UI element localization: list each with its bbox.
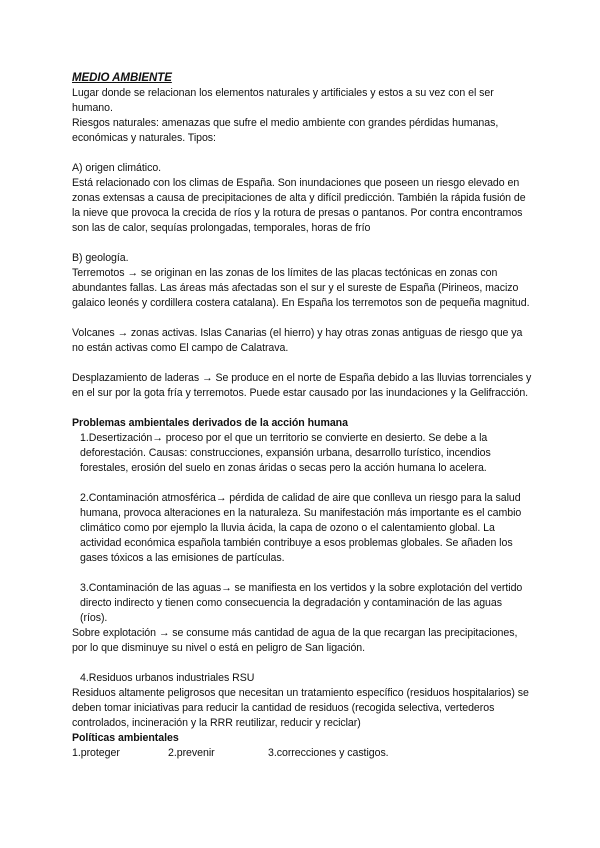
- section-b-title: B) geología.: [72, 252, 129, 264]
- residuos-title: 4.Residuos urbanos industriales RSU: [80, 672, 255, 684]
- intro-paragraph: Lugar donde se relacionan los elementos naturales y artificiales y estos a su vez con el ser humano.: [72, 87, 494, 114]
- politica-item: 2.prevenir: [168, 747, 215, 759]
- problemas-heading: Problemas ambientales derivados de la acción humana: [72, 417, 348, 429]
- sobre-explotacion-paragraph: Sobre explotación → se consume más cantidad de agua de la que recargan las precipitaciones, por lo que disminuye su nivel o está en peligro de San ligación.: [72, 627, 518, 654]
- desertizacion-paragraph: 1.Desertización→ proceso por el que un territorio se convierte en desierto. Se debe a la deforestación. Causas: construcciones, expansión urbana, desarrollo turístico, incendios forestales, erosión del suelo en zonas áridas o secas pero la acción humana lo acelera.: [80, 432, 491, 474]
- politicas-list: [72, 746, 532, 761]
- document-title: MEDIO AMBIENTE: [72, 72, 172, 84]
- laderas-paragraph: Desplazamiento de laderas → Se produce en el norte de España debido a las lluvias torrenciales y en el sur por la gota fría y terremotos. Puede estar causado por las inundaciones y la Gelifracción.: [72, 372, 532, 399]
- politica-item: 3.correcciones y castigos.: [268, 747, 389, 759]
- residuos-paragraph: Residuos altamente peligrosos que necesitan un tratamiento específico (residuos hospitalarios) se deben tomar iniciativas para reducir la cantidad de residuos (recogida selectiva, vertederos controlados, incineración y la RRR reutilizar, reducir y reciclar): [72, 687, 529, 729]
- volcanes-paragraph: Volcanes → zonas activas. Islas Canarias (el hierro) y hay otras zonas antiguas de riesgo que ya no están activas como El campo de Calatrava.: [72, 327, 523, 354]
- terremotos-paragraph: Terremotos → se originan en las zonas de los límites de las placas tectónicas en zonas con abundantes fallas. Las áreas más afectadas son el sur y el sureste de España (Pirineos, macizo galaico leonés y cordillera costera catalana). En España los terremotos son de pequeña magnitud.: [72, 267, 530, 309]
- politicas-heading: Políticas ambientales: [72, 732, 179, 744]
- politica-item: 1.proteger: [72, 747, 120, 759]
- contaminacion-atmosferica-paragraph: 2.Contaminación atmosférica→ pérdida de calidad de aire que conlleva un riesgo para la salud humana, provoca alteraciones en la naturaleza. Su manifestación más importante es el cambio climático como por ejemplo la lluvia ácida, la capa de ozono o el calentamiento global. La actividad económica española también contribuye a esos problemas globales. Se añaden los gases tóxicos a las emisiones de partículas.: [80, 492, 522, 564]
- riesgos-paragraph: Riesgos naturales: amenazas que sufre el medio ambiente con grandes pérdidas humanas, económicas y naturales. Tipos:: [72, 117, 499, 144]
- section-a-text: Está relacionado con los climas de España. Son inundaciones que poseen un riesgo elevado en zonas extensas a causa de precipitaciones de alta y difícil predicción. También la rápida fusión de la nieve que provoca la crecida de ríos y la rotura de presas o pantanos. Por contra encontramos son las de calor, sequías prolongadas, temporales, horas de frío: [72, 177, 526, 234]
- section-a-title: A) origen climático.: [72, 162, 162, 174]
- document-body: [72, 71, 532, 761]
- contaminacion-aguas-paragraph: 3.Contaminación de las aguas→ se manifiesta en los vertidos y la sobre explotación del vertido directo indirecto y tienen como consecuencia la degradación y contaminación de las aguas (ríos).: [80, 582, 523, 624]
